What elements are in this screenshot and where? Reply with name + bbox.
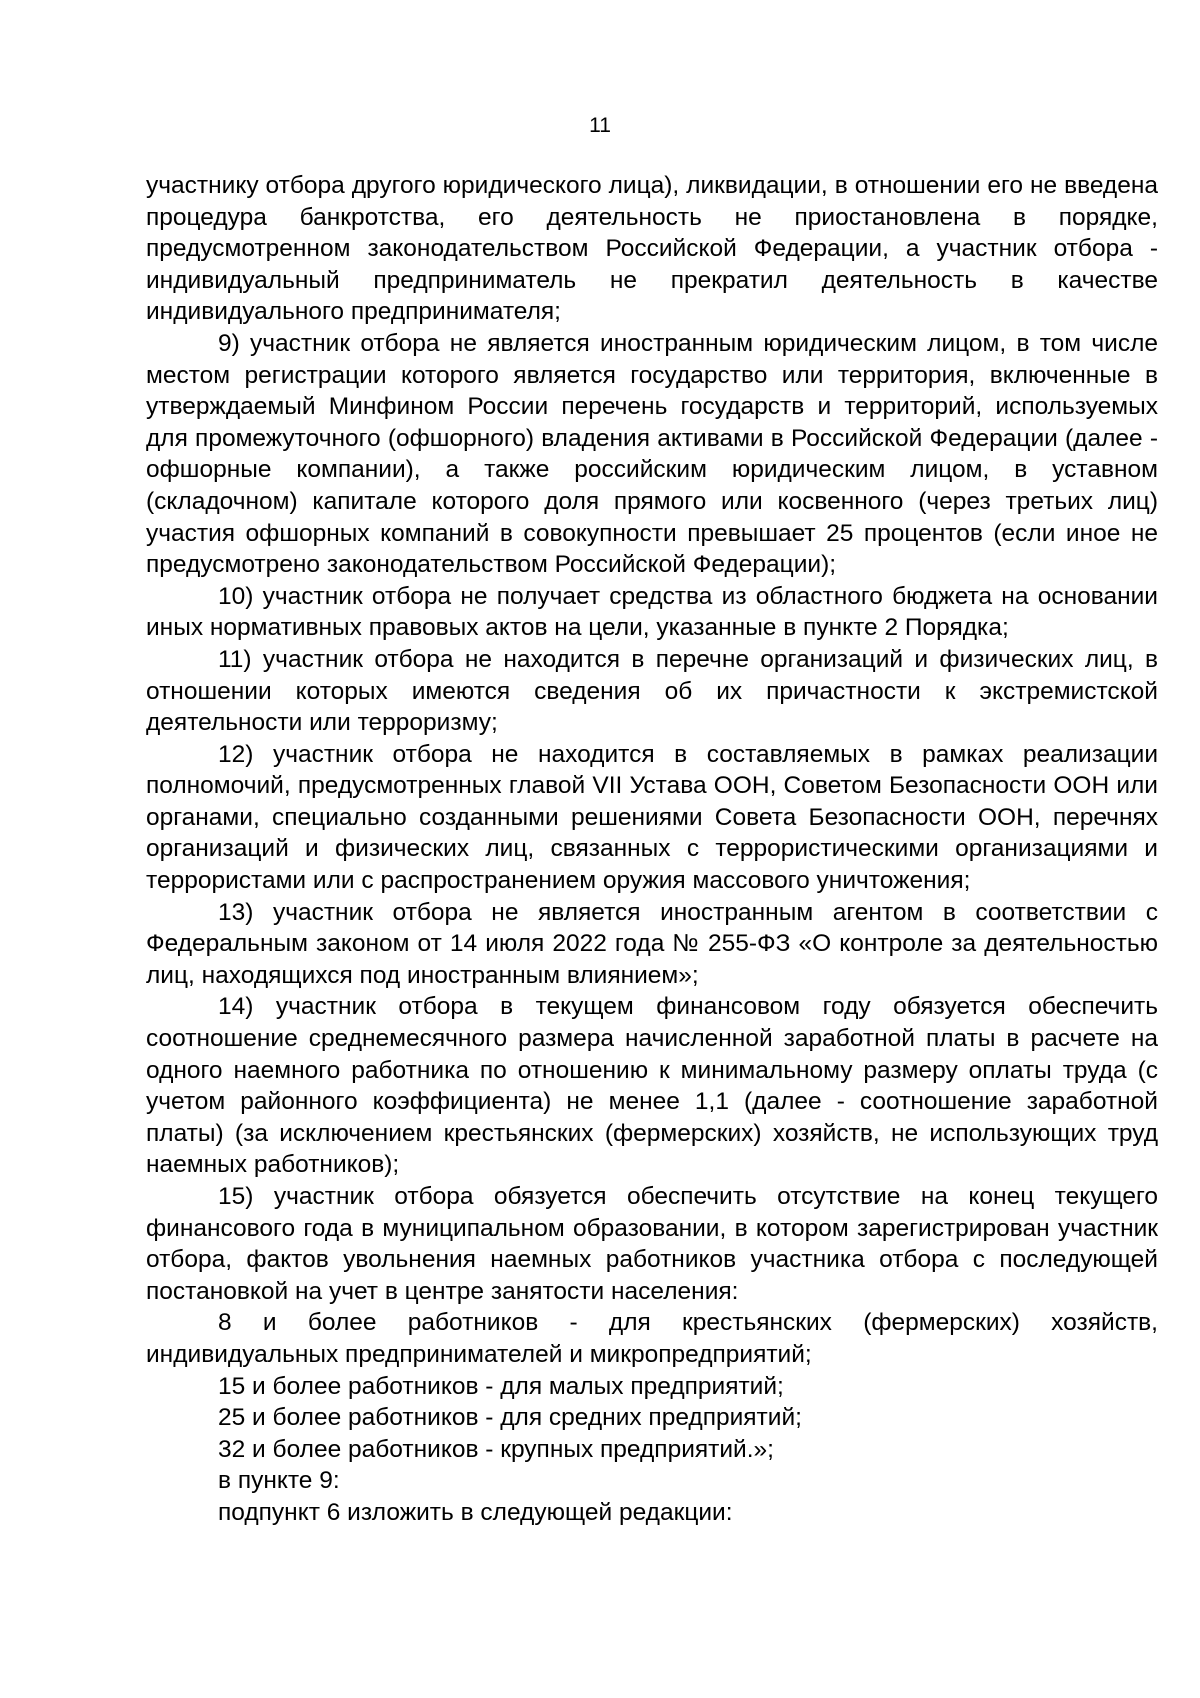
paragraph-item-14: 14) участник отбора в текущем финансовом году обязуется обеспечить соотношение среднемесячного размера начисленной заработной платы в расчете на одного наемного работника по отношению к минимальному размеру оплаты труда (с учетом районного коэффициента) не менее 1,1 (далее - соотношение заработной платы) (за исключением крестьянских (фермерских) хозяйств, не использующих труд наемных работников); xyxy=(146,993,1158,1179)
paragraph-item-15: 15) участник отбора обязуется обеспечить отсутствие на конец текущего финансового года в муниципальном образовании, в котором зарегистрирован участник отбора, фактов увольнения наемных работников участника отбора с последующей постановкой на учет в центре занятости населения: xyxy=(146,1183,1158,1305)
paragraph-item-13: 13) участник отбора не является иностранным агентом в соответствии с Федеральным законом от 14 июля 2022 года № 255-ФЗ «О контроле за деятельностью лиц, находящихся под иностранным влиянием»; xyxy=(146,898,1158,989)
paragraph-threshold-small: 15 и более работников - для малых предприятий; xyxy=(218,1372,784,1400)
paragraph-item-10: 10) участник отбора не получает средства из областного бюджета на основании иных нормативных правовых актов на цели, указанные в пункте 2 Порядка; xyxy=(146,582,1158,642)
paragraph-subpoint-6: подпункт 6 изложить в следующей редакции: xyxy=(218,1498,733,1526)
document-body xyxy=(146,170,1158,1529)
paragraph-threshold-farms: 8 и более работников - для крестьянских (фермерских) хозяйств, индивидуальных предпринимателей и микропредприятий; xyxy=(146,1309,1158,1368)
paragraph-threshold-large: 32 и более работников - крупных предприятий.»; xyxy=(218,1435,774,1463)
paragraph-threshold-medium: 25 и более работников - для средних предприятий; xyxy=(218,1404,802,1432)
paragraph-item-12: 12) участник отбора не находится в составляемых в рамках реализации полномочий, предусмотренных главой VII Устава ООН, Советом Безопасности ООН или органами, специально созданными решениями Совета Безопасности ООН, перечнях организаций и физических лиц, связанных с террористическими организациями и террористами или с распространением оружия массового уничтожения; xyxy=(146,740,1158,895)
page-number: 11 xyxy=(589,114,611,137)
paragraph-item-11: 11) участник отбора не находится в перечне организаций и физических лиц, в отношении которых имеются сведения об их причастности к экстремистской деятельности или терроризму; xyxy=(146,645,1158,737)
paragraph-item-9: 9) участник отбора не является иностранным юридическим лицом, в том числе местом регистрации которого является государство или территория, включенные в утверждаемый Минфином России перечень государств и территорий, используемых для промежуточного (офшорного) владения активами в Российской Федерации (далее - офшорные компании), а также российским юридическим лицом, в уставном (складочном) капитале которого доля прямого или косвенного (через третьих лиц) участия офшорных компаний в совокупности превышает 25 процентов (если иное не предусмотрено законодательством Российской Федерации); xyxy=(146,329,1158,579)
paragraph-point-9: в пункте 9: xyxy=(218,1467,340,1495)
paragraph-continuation: участнику отбора другого юридического лица), ликвидации, в отношении его не введена процедура банкротства, его деятельность не приостановлена в порядке, предусмотренном законодательством Российской Федерации, а участник отбора - индивидуальный предприниматель не прекратил деятельность в качестве индивидуального предпринимателя; xyxy=(146,172,1158,326)
